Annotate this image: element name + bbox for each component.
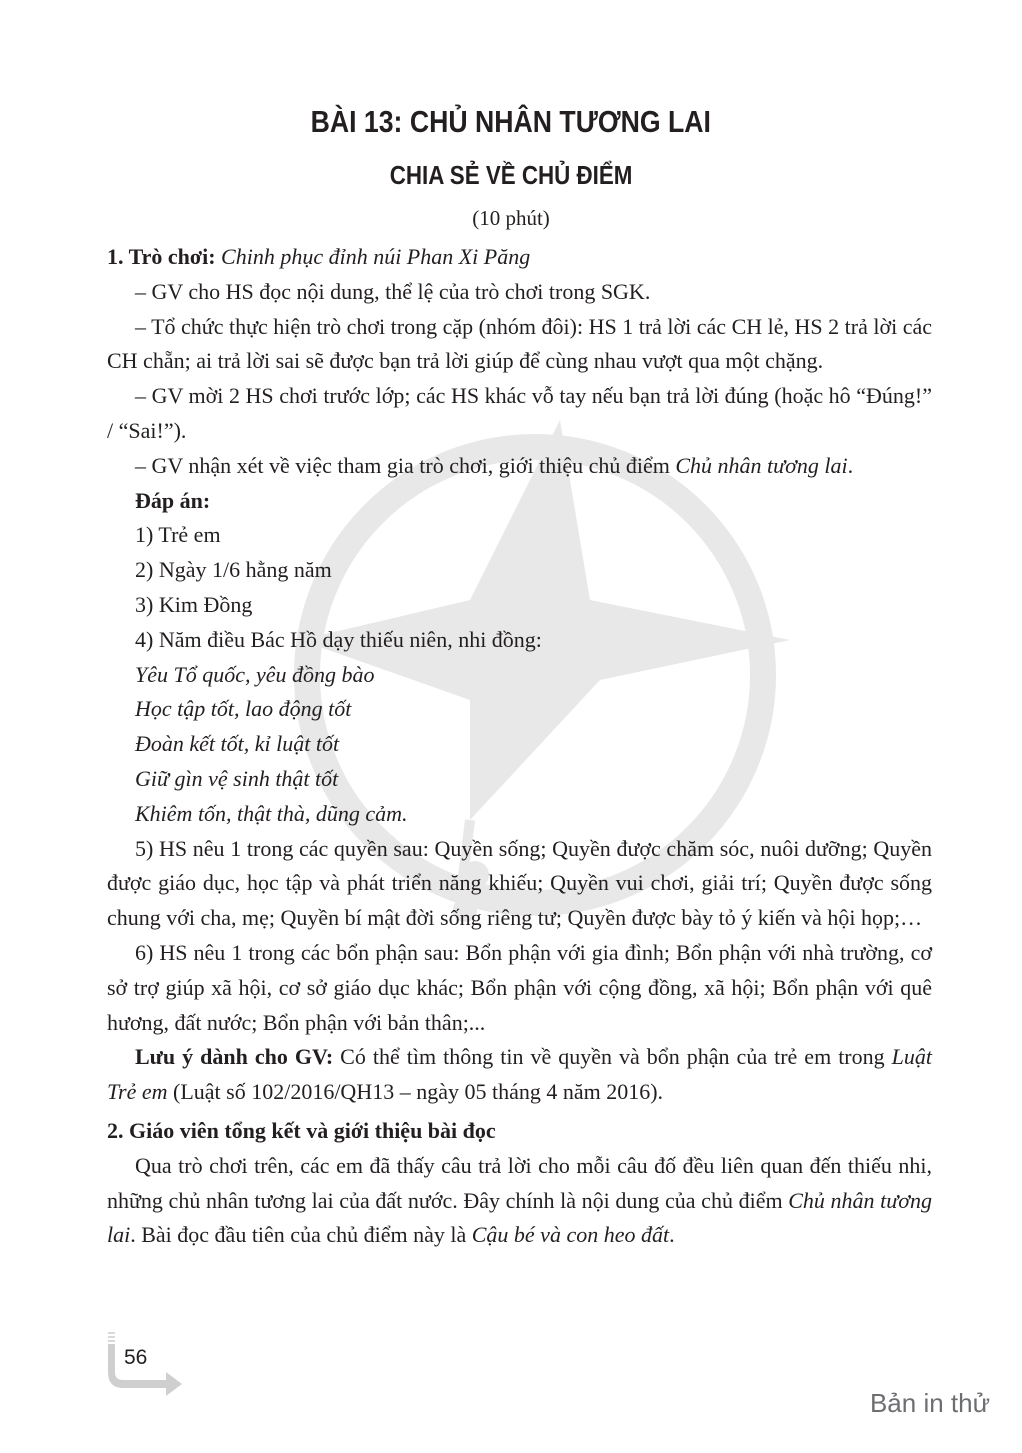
answer-item: 5) HS nêu 1 trong các quyền sau: Quyền sống; Quyền được chăm sóc, nuôi dưỡng; Quyền được giáo dục, học tập và phát triển năng khiếu; Quyền vui chơi, giải trí; Quyền được sống chung với cha, mẹ; Quyền bí mật đời sống riêng tư; Quyền được bày tỏ ý kiến và hội họp;…	[107, 835, 932, 931]
lesson-line: Khiêm tốn, thật thà, dũng cảm.	[135, 800, 408, 826]
answer-item: 3) Kim Đồng	[135, 591, 253, 617]
section-subtitle: CHIA SẺ VỀ CHỦ ĐIỂM	[389, 160, 633, 190]
paragraph: – GV mời 2 HS chơi trước lớp; các HS khác vỗ tay nếu bạn trả lời đúng (hoặc hô “Đúng!” / “Sai!”).	[107, 383, 932, 443]
section-1-heading: 1. Trò chơi: Chinh phục đỉnh núi Phan Xi Păng	[107, 244, 531, 269]
lesson-line: Giữ gìn vệ sinh thật tốt	[135, 765, 339, 791]
lesson-line: Học tập tốt, lao động tốt	[135, 696, 352, 722]
answer-item: 2) Ngày 1/6 hằng năm	[135, 557, 332, 583]
paragraph: – GV cho HS đọc nội dung, thể lệ của trò chơi trong SGK.	[135, 278, 651, 304]
section-2-heading: 2. Giáo viên tổng kết và giới thiệu bài đọc	[107, 1117, 496, 1143]
lesson-line: Yêu Tổ quốc, yêu đồng bào	[135, 661, 375, 687]
paragraph: – GV nhận xét về việc tham gia trò chơi, giới thiệu chủ điểm Chủ nhân tương lai.	[135, 452, 854, 478]
answer-item: 6) HS nêu 1 trong các bổn phận sau: Bổn phận với gia đình; Bổn phận với nhà trường, cơ sở trợ giúp xã hội, cơ sở giáo dục khác; Bổn phận với cộng đồng, xã hội; Bổn phận với quê hương, đất nước; Bổn phận với bản thân;...	[107, 939, 932, 1035]
answers-label: Đáp án:	[135, 487, 211, 513]
teacher-note: Lưu ý dành cho GV: Có thể tìm thông tin về quyền và bổn phận của trẻ em trong Luật Trẻ em (Luật số 102/2016/QH13 – ngày 05 tháng 4 năm 2016).	[107, 1044, 932, 1105]
lesson-title: BÀI 13: CHỦ NHÂN TƯƠNG LAI	[310, 104, 712, 139]
lesson-line: Đoàn kết tốt, kỉ luật tốt	[135, 731, 340, 757]
paragraph: Qua trò chơi trên, các em đã thấy câu trả lời cho mỗi câu đố đều liên quan đến thiếu nhi, những chủ nhân tương lai của đất nước. Đây chính là nội dung của chủ điểm Chủ nhân tương lai. Bài đọc đầu tiên của chủ điểm này là Cậu bé và con heo đất.	[107, 1152, 932, 1248]
proof-label: Bản in thử	[869, 1388, 990, 1418]
paragraph: – Tổ chức thực hiện trò chơi trong cặp (nhóm đôi): HS 1 trả lời các CH lẻ, HS 2 trả lời các CH chẵn; ai trả lời sai sẽ được bạn trả lời giúp để cùng nhau vượt qua một chặng.	[107, 313, 932, 374]
duration: (10 phút)	[472, 206, 550, 230]
page-number: 56	[124, 1346, 148, 1369]
content	[107, 240, 932, 1253]
answer-item: 1) Trẻ em	[135, 522, 221, 548]
answer-item: 4) Năm điều Bác Hồ dạy thiếu niên, nhi đồng:	[135, 626, 542, 652]
